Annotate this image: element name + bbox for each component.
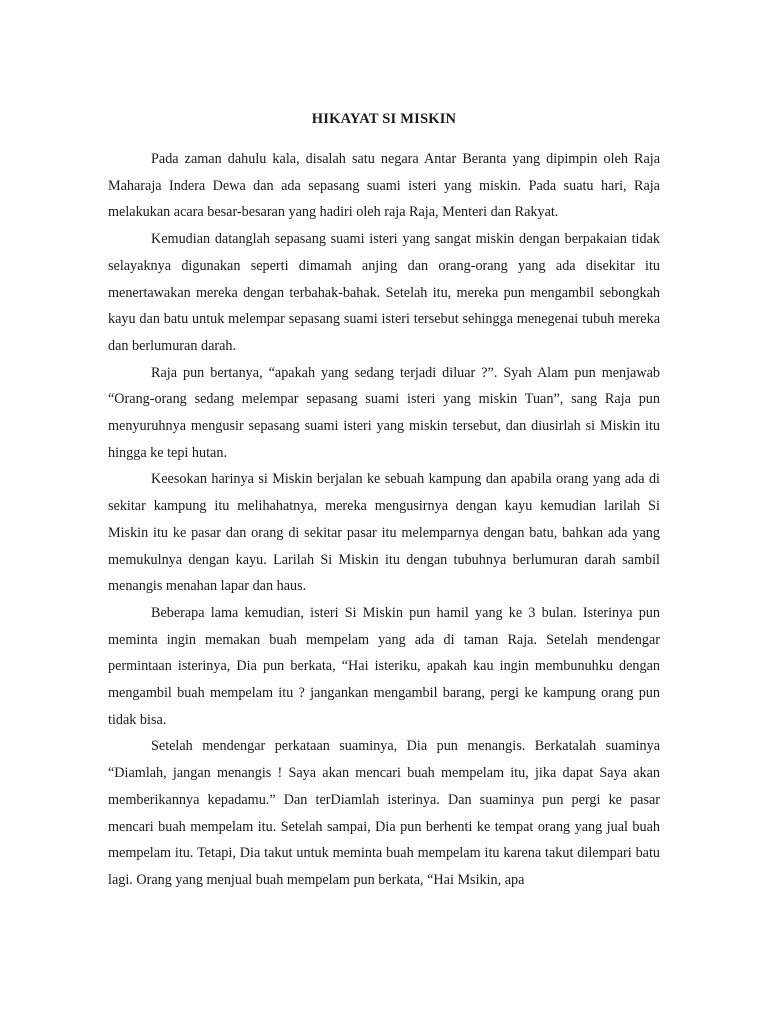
paragraph-5: Beberapa lama kemudian, isteri Si Miskin pun hamil yang ke 3 bulan. Isterinya pun meminta ingin memakan buah mempelam yang ada di taman Raja. Setelah mendengar permintaan isterinya, Dia pun berkata, “Hai isteriku, apakah kau ingin membunuhku dengan mengambil buah mempelam itu ? jangankan mengambil barang, pergi ke kampung orang pun tidak bisa. bbox=[108, 604, 660, 728]
paragraph-3: Raja pun bertanya, “apakah yang sedang terjadi diluar ?”. Syah Alam pun menjawab “Orang-orang sedang melempar sepasang suami isteri yang miskin Tuan”, sang Raja pun menyuruhnya mengusir sepasang suami isteri yang miskin tersebut, dan diusirlah si Miskin itu hingga ke tepi hutan. bbox=[108, 364, 660, 461]
document-title: HIKAYAT SI MISKIN bbox=[311, 111, 457, 127]
paragraph-6: Setelah mendengar perkataan suaminya, Dia pun menangis. Berkatalah suaminya “Diamlah, jangan menangis ! Saya akan mencari buah mempelam itu, jika dapat Saya akan memberikannya kepadamu.” Dan terDiamlah isterinya. Dan suaminya pun pergi ke pasar mencari buah mempelam itu. Setelah sampai, Dia pun berhenti ke tempat orang yang jual buah mempelam itu. Tetapi, Dia takut untuk meminta buah mempelam itu karena takut dilempari batu lagi. Orang yang menjual buah mempelam pun berkata, “Hai Msikin, apa bbox=[108, 738, 660, 888]
paragraph-2: Kemudian datanglah sepasang suami isteri yang sangat miskin dengan berpakaian tidak selayaknya digunakan seperti dimamah anjing dan orang-orang yang ada disekitar itu menertawakan mereka dengan terbahak-bahak. Setelah itu, mereka pun mengambil sebongkah kayu dan batu untuk melempar sepasang suami isteri tersebut sehingga menegenai tubuh mereka dan berlumuran darah. bbox=[108, 231, 660, 354]
paragraph-4: Keesokan harinya si Miskin berjalan ke sebuah kampung dan apabila orang yang ada di sekitar kampung itu melihahatnya, mereka mengusirnya dengan kayu kemudian larilah Si Miskin itu ke pasar dan orang di sekitar pasar itu melemparnya dengan batu, bahkan ada yang memukulnya dengan kayu. Larilah Si Miskin itu dengan tubuhnya berlumuran darah sambil menangis menahan lapar dan haus. bbox=[108, 471, 660, 595]
paragraph-1: Pada zaman dahulu kala, disalah satu negara Antar Beranta yang dipimpin oleh Raja Maharaja Indera Dewa dan ada sepasang suami isteri yang miskin. Pada suatu hari, Raja melakukan acara besar-besaran yang hadiri oleh raja Raja, Menteri dan Rakyat. bbox=[108, 151, 660, 221]
document-body bbox=[108, 146, 660, 894]
